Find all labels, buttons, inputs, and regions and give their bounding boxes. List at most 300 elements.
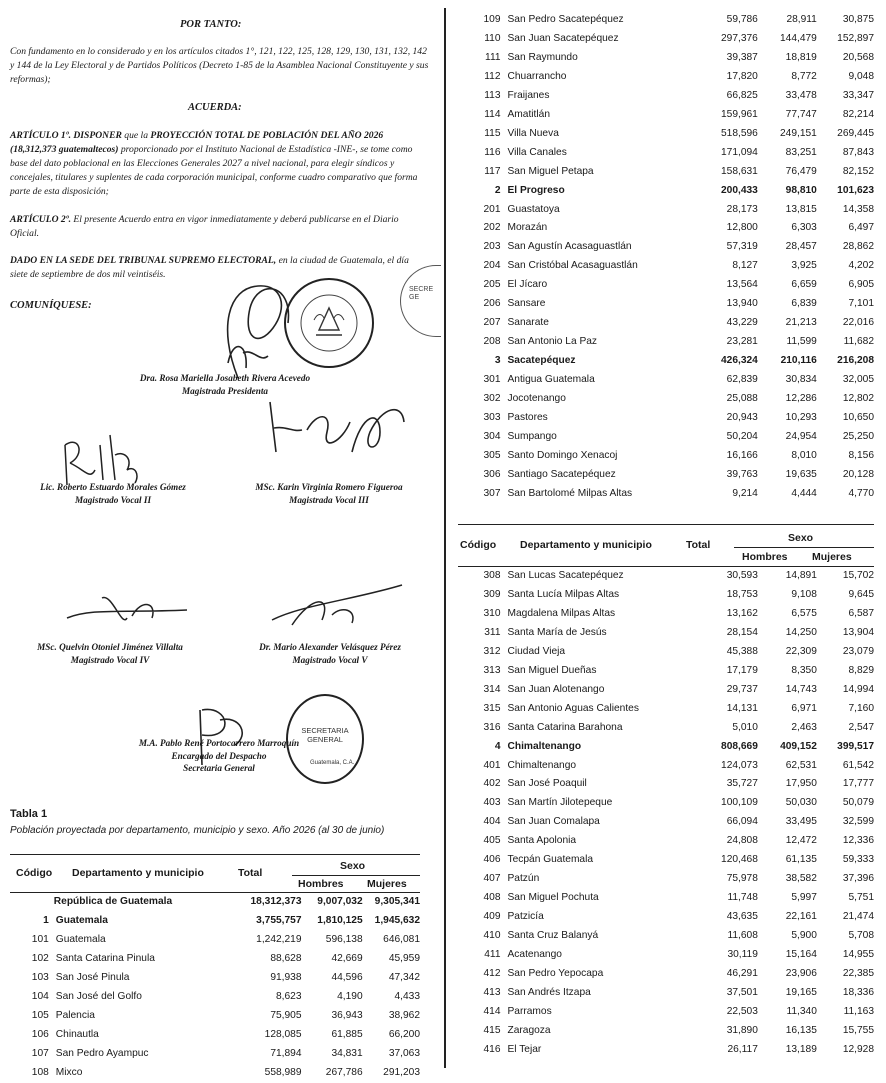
acuerda-heading: ACUERDA: — [188, 102, 242, 113]
cell-name: Villa Canales — [507, 146, 567, 158]
signature-vocal-iii-icon — [262, 392, 412, 472]
cell-code: 3 — [494, 355, 501, 367]
seal-stamp-line-1: SECRETARIA — [301, 726, 349, 735]
cell-hombres: 14,891 — [785, 570, 817, 581]
cell-hombres: 13,189 — [785, 1043, 817, 1055]
cell-mujeres: 30,875 — [842, 14, 874, 25]
cell-mujeres: 32,599 — [842, 816, 874, 828]
cell-name: Santa Apolonia — [507, 835, 577, 847]
cell-hombres: 24,954 — [785, 430, 817, 442]
cell-name: Acatenango — [507, 949, 562, 961]
cell-mujeres: 6,905 — [848, 279, 874, 291]
cell-name: San Pedro Ayampuc — [55, 1047, 149, 1059]
fundamento-paragraph: Con fundamento en lo considerado y en los artículos citados 1°, 121, 122, 125, 128, 129, 130, 131, 132, 142 y 144 de la Ley Electoral y de Partidos Políticos (Decreto 1-85 de la Asamblea Nacional Constituyente y sus reformas); — [10, 46, 429, 85]
table-row — [450, 352, 874, 371]
cell-name: Mixco — [55, 1066, 83, 1078]
cell-name: El Progreso — [507, 184, 565, 196]
cell-name: Villa Nueva — [507, 127, 559, 139]
cell-mujeres: 45,959 — [388, 952, 420, 964]
cell-code: 407 — [483, 873, 501, 885]
table-row — [10, 950, 420, 969]
cell-mujeres: 7,101 — [848, 298, 874, 310]
cell-hombres: 14,743 — [785, 683, 817, 695]
cell-mujeres: 10,650 — [842, 412, 874, 424]
cell-hombres: 11,340 — [786, 1005, 817, 1017]
cell-mujeres: 4,202 — [848, 260, 874, 272]
cell-mujeres: 9,305,341 — [374, 896, 420, 907]
cell-hombres: 62,531 — [785, 759, 817, 771]
cell-name: República de Guatemala — [53, 896, 173, 907]
cell-mujeres: 11,682 — [843, 336, 874, 348]
cell-code: 106 — [31, 1028, 49, 1040]
cell-mujeres: 6,497 — [848, 222, 874, 234]
cell-mujeres: 4,770 — [848, 487, 874, 499]
cell-total: 35,727 — [726, 778, 758, 790]
cell-name: Palencia — [55, 1009, 95, 1021]
cell-mujeres: 82,214 — [842, 108, 874, 120]
signatory-secretario — [128, 737, 310, 775]
cell-hombres: 5,900 — [791, 930, 817, 942]
cell-mujeres: 291,203 — [383, 1066, 420, 1078]
cell-name: San Juan Alotenango — [507, 683, 605, 695]
cell-hombres: 23,906 — [785, 968, 817, 980]
cell-total: 17,820 — [726, 70, 758, 82]
cell-mujeres: 15,702 — [842, 570, 874, 581]
table-row — [450, 163, 874, 182]
cell-total: 37,501 — [726, 986, 758, 998]
cell-mujeres: 28,862 — [842, 241, 874, 253]
cell-mujeres: 646,081 — [383, 933, 420, 945]
table-top-rule — [10, 854, 420, 855]
cell-name: San Bartolomé Milpas Altas — [507, 487, 633, 499]
header-total: Total — [238, 867, 263, 879]
cell-name: San Martín Jilotepeque — [507, 797, 613, 809]
cell-mujeres: 33,347 — [842, 89, 874, 101]
cell-code: 312 — [483, 645, 501, 657]
table-row — [450, 144, 874, 163]
signatory-vocal-ii — [28, 481, 198, 506]
cell-hombres: 1,810,125 — [317, 914, 363, 926]
cell-mujeres: 6,587 — [848, 607, 874, 619]
cell-name: San Antonio La Paz — [507, 336, 598, 348]
table-title: Tabla 1 — [10, 808, 48, 820]
cell-total: 297,376 — [721, 32, 758, 44]
cell-hombres: 8,772 — [791, 70, 817, 82]
table-row — [450, 851, 874, 870]
cell-total: 13,940 — [726, 298, 758, 310]
cell-hombres: 30,834 — [785, 374, 817, 386]
cell-hombres: 596,138 — [325, 933, 363, 945]
cell-mujeres: 4,433 — [394, 990, 420, 1002]
table-row — [450, 605, 874, 624]
cell-name: Amatitlán — [507, 108, 550, 120]
cell-code: 107 — [31, 1047, 49, 1059]
signatory-presidenta-role: Magistrada Presidenta — [181, 385, 268, 396]
cell-name: Santa Cruz Balanyá — [507, 930, 599, 942]
cell-mujeres: 22,385 — [842, 968, 874, 980]
signatory-presidenta-name: Dra. Rosa Mariella Josabeth Rivera Acevedo — [139, 373, 311, 383]
cell-mujeres: 50,079 — [842, 797, 874, 809]
header-codigo: Código — [16, 867, 53, 879]
cell-total: 158,631 — [721, 165, 758, 177]
cell-name: Morazán — [507, 222, 548, 234]
cell-hombres: 5,997 — [791, 892, 817, 904]
cell-total: 29,737 — [726, 683, 758, 695]
articulo-2-paragraph — [10, 213, 430, 241]
page-break-rule — [458, 524, 874, 525]
cell-name: Zaragoza — [507, 1024, 551, 1036]
comuniquese-heading: COMUNÍQUESE: — [10, 300, 92, 311]
table-subtitle: Población proyectada por departamento, municipio y sexo. Año 2026 (al 30 de junio) — [10, 825, 385, 836]
table-row — [450, 257, 874, 276]
cell-hombres: 36,943 — [331, 1009, 363, 1021]
cell-name: Fraijanes — [507, 89, 550, 101]
cell-code: 205 — [483, 279, 501, 291]
cell-total: 9,214 — [732, 487, 758, 499]
cell-name: San Miguel Petapa — [507, 165, 594, 177]
cell-mujeres: 22,016 — [842, 317, 874, 329]
table-row — [450, 371, 874, 390]
cell-code: 404 — [483, 816, 501, 828]
cell-mujeres: 7,160 — [848, 702, 874, 714]
cell-code: 405 — [483, 835, 501, 847]
cell-name: Ciudad Vieja — [507, 645, 566, 657]
cell-total: 200,433 — [721, 184, 758, 196]
table-row — [450, 586, 874, 605]
header-total-2: Total — [686, 539, 711, 551]
table-row — [450, 624, 874, 643]
cell-code: 403 — [483, 797, 501, 809]
table-row — [10, 912, 420, 931]
cell-mujeres: 14,994 — [842, 683, 874, 695]
table-row — [10, 1064, 420, 1083]
cell-hombres: 28,457 — [785, 241, 817, 253]
cell-hombres: 9,108 — [791, 588, 817, 600]
signatory-secretario-role-2: Secretaria General — [183, 763, 255, 773]
cell-hombres: 42,669 — [331, 952, 363, 964]
articulo-2-rest: El presente Acuerdo entra en vigor inmediatamente y deberá publicarse en el Diario Oficial. — [10, 214, 399, 239]
table-row — [450, 984, 874, 1003]
cell-total: 31,890 — [726, 1024, 758, 1036]
cell-hombres: 98,810 — [785, 184, 817, 196]
cell-name: San Miguel Dueñas — [507, 664, 597, 676]
cell-code: 307 — [483, 487, 501, 499]
dado-lead: DADO EN LA SEDE DEL TRIBUNAL SUPREMO ELECTORAL, — [10, 255, 277, 266]
cell-name: San Juan Comalapa — [507, 816, 600, 828]
population-table-left — [10, 893, 420, 1083]
cell-code: 117 — [484, 165, 501, 177]
cell-total: 20,943 — [726, 412, 758, 424]
signatory-vocal-iii-role: Magistrada Vocal III — [289, 494, 369, 505]
table-row — [10, 988, 420, 1007]
cell-mujeres: 9,645 — [848, 588, 874, 600]
cell-code: 206 — [483, 298, 501, 310]
cell-total: 120,468 — [721, 854, 758, 866]
cell-total: 45,388 — [726, 645, 758, 657]
cell-hombres: 14,250 — [785, 626, 817, 638]
table-row — [10, 1026, 420, 1045]
cell-hombres: 4,190 — [337, 990, 363, 1002]
cell-hombres: 15,164 — [785, 949, 817, 961]
cell-code: 413 — [483, 986, 501, 998]
cell-name: San Antonio Aguas Calientes — [507, 702, 639, 714]
cell-name: Patzún — [507, 873, 540, 885]
table-row — [10, 1007, 420, 1026]
cell-mujeres: 59,333 — [842, 854, 874, 866]
cell-total: 91,938 — [270, 971, 302, 983]
cell-code: 109 — [483, 14, 501, 25]
cell-total: 14,131 — [726, 702, 758, 714]
cell-name: Antigua Guatemala — [507, 374, 595, 386]
cell-total: 12,800 — [726, 222, 758, 234]
cell-code: 2 — [494, 184, 501, 196]
cell-hombres: 144,479 — [780, 32, 817, 44]
por-tanto-heading: POR TANTO: — [180, 19, 242, 30]
cell-name: Santa Catarina Barahona — [507, 721, 623, 733]
signatory-vocal-v-name: Dr. Mario Alexander Velásquez Pérez — [259, 642, 401, 652]
cell-hombres: 409,152 — [780, 740, 817, 752]
column-divider — [444, 8, 446, 1068]
cell-total: 66,094 — [726, 816, 758, 828]
cell-name: El Jícaro — [507, 279, 548, 291]
cell-total: 17,179 — [726, 664, 758, 676]
cell-total: 518,596 — [721, 127, 758, 139]
cell-total: 28,154 — [726, 626, 758, 638]
header-codigo-2: Código — [460, 539, 497, 551]
cell-code: 208 — [483, 336, 501, 348]
cell-code: 315 — [483, 702, 501, 714]
cell-mujeres: 14,358 — [842, 203, 874, 215]
cell-mujeres: 20,128 — [842, 468, 874, 480]
cell-mujeres: 11,163 — [843, 1005, 874, 1017]
cell-code: 101 — [31, 933, 49, 945]
cell-total: 88,628 — [270, 952, 302, 964]
cell-hombres: 17,950 — [785, 778, 817, 790]
cell-hombres: 16,135 — [785, 1024, 817, 1036]
table-row — [450, 11, 874, 30]
header-sexo-rule-2 — [734, 547, 874, 548]
cell-total: 28,173 — [726, 203, 758, 215]
cell-hombres: 10,293 — [785, 412, 817, 424]
cell-mujeres: 37,396 — [842, 873, 874, 885]
table-row — [450, 775, 874, 794]
cell-hombres: 76,479 — [785, 165, 817, 177]
cell-total: 1,242,219 — [256, 933, 302, 945]
cell-mujeres: 269,445 — [837, 127, 874, 139]
table-row — [10, 969, 420, 988]
cell-total: 62,839 — [726, 374, 758, 386]
cell-code: 202 — [483, 222, 501, 234]
cell-mujeres: 82,152 — [842, 165, 874, 177]
left-column — [0, 0, 441, 1078]
cell-code: 104 — [31, 990, 49, 1002]
cell-name: Chimaltenango — [507, 740, 582, 752]
table-row — [450, 68, 874, 87]
cell-hombres: 6,575 — [791, 607, 817, 619]
cell-hombres: 50,030 — [785, 797, 817, 809]
seal-stamp-center — [284, 278, 374, 368]
table-row — [450, 428, 874, 447]
cell-hombres: 19,635 — [785, 468, 817, 480]
cell-total: 22,503 — [726, 1005, 758, 1017]
cell-total: 13,162 — [726, 607, 758, 619]
articulo-1-paragraph — [10, 129, 430, 199]
cell-code: 411 — [484, 949, 501, 961]
header-mujeres: Mujeres — [367, 878, 407, 890]
signatory-vocal-iii — [246, 481, 412, 506]
cell-name: Santa María de Jesús — [507, 626, 607, 638]
cell-name: San José Pinula — [55, 971, 130, 983]
cell-name: El Tejar — [507, 1043, 542, 1055]
cell-name: Sumpango — [507, 430, 557, 442]
cell-name: San Andrés Itzapa — [507, 986, 591, 998]
cell-mujeres: 13,904 — [842, 626, 874, 638]
cell-code: 305 — [483, 449, 501, 461]
cell-code: 409 — [483, 911, 501, 923]
table-row — [450, 314, 874, 333]
cell-hombres: 249,151 — [780, 127, 817, 139]
signatory-secretario-role: Encargado del Despacho — [171, 750, 267, 761]
cell-code: 111 — [485, 51, 501, 63]
cell-total: 39,763 — [726, 468, 758, 480]
cell-hombres: 33,495 — [785, 816, 817, 828]
cell-name: San Pedro Sacatepéquez — [507, 14, 624, 25]
table-row — [450, 295, 874, 314]
cell-hombres: 6,839 — [791, 298, 817, 310]
table-row — [450, 832, 874, 851]
seal-stamp-line-2: GENERAL — [307, 735, 343, 744]
cell-hombres: 22,309 — [785, 645, 817, 657]
cell-name: Sacatepéquez — [507, 355, 576, 367]
table-row — [450, 30, 874, 49]
cell-code: 115 — [484, 127, 501, 139]
cell-hombres: 13,815 — [785, 203, 817, 215]
cell-code: 116 — [484, 146, 501, 158]
cell-code: 112 — [484, 70, 501, 82]
cell-name: Tecpán Guatemala — [507, 854, 594, 866]
cell-mujeres: 87,843 — [842, 146, 874, 158]
cell-hombres: 34,831 — [331, 1047, 363, 1059]
cell-name: San Pedro Yepocapa — [507, 968, 604, 980]
cell-hombres: 44,596 — [331, 971, 363, 983]
cell-hombres: 12,472 — [785, 835, 817, 847]
cell-mujeres: 5,751 — [848, 892, 874, 904]
table-row — [450, 681, 874, 700]
table-row — [450, 700, 874, 719]
cell-total: 30,593 — [726, 570, 758, 581]
cell-code: 415 — [483, 1024, 501, 1036]
table-row — [450, 965, 874, 984]
table-row — [450, 409, 874, 428]
table-row — [10, 893, 420, 912]
cell-code: 408 — [483, 892, 501, 904]
cell-hombres: 18,819 — [785, 51, 817, 63]
cell-total: 159,961 — [721, 108, 758, 120]
cell-name: Sansare — [507, 298, 546, 310]
cell-total: 124,073 — [721, 759, 758, 771]
cell-total: 30,119 — [727, 949, 758, 961]
header-sexo-2: Sexo — [788, 532, 814, 544]
cell-mujeres: 17,777 — [842, 778, 874, 790]
cell-mujeres: 101,623 — [837, 184, 874, 196]
cell-hombres: 4,444 — [791, 487, 817, 499]
cell-hombres: 11,599 — [786, 336, 817, 348]
table-row — [450, 757, 874, 776]
cell-mujeres: 25,250 — [842, 430, 874, 442]
cell-total: 100,109 — [721, 797, 758, 809]
cell-mujeres: 8,156 — [848, 449, 874, 461]
cell-total: 71,894 — [270, 1047, 302, 1059]
header-hombres-2: Hombres — [742, 551, 788, 563]
cell-hombres: 38,582 — [785, 873, 817, 885]
cell-hombres: 83,251 — [785, 146, 817, 158]
cell-mujeres: 12,802 — [842, 393, 874, 405]
cell-hombres: 8,350 — [791, 664, 817, 676]
cell-total: 5,010 — [732, 721, 758, 733]
cell-total: 57,319 — [726, 241, 758, 253]
table-row — [450, 908, 874, 927]
cell-mujeres: 15,755 — [842, 1024, 874, 1036]
cell-hombres: 267,786 — [325, 1066, 363, 1078]
cell-hombres: 6,659 — [791, 279, 817, 291]
table-row — [450, 466, 874, 485]
cell-mujeres: 12,336 — [842, 835, 874, 847]
population-table-right-top — [450, 11, 874, 504]
table-row — [450, 719, 874, 738]
cell-total: 3,755,757 — [256, 914, 302, 926]
cell-hombres: 8,010 — [791, 449, 817, 461]
cell-total: 18,312,373 — [250, 896, 302, 907]
cell-total: 16,166 — [726, 449, 758, 461]
table-row — [450, 276, 874, 295]
cell-code: 110 — [484, 32, 501, 44]
dado-rest: en la ciudad de Guatemala, el día siete de septiembre de dos mil veintiséis. — [10, 255, 409, 280]
cell-total: 8,623 — [276, 990, 302, 1002]
cell-total: 39,387 — [726, 51, 758, 63]
cell-name: Magdalena Milpas Altas — [507, 607, 616, 619]
cell-name: Parramos — [507, 1005, 552, 1017]
table-row — [450, 447, 874, 466]
table-row — [450, 49, 874, 68]
signature-vocal-iv-icon — [62, 588, 192, 638]
table-row — [450, 946, 874, 965]
cell-code: 416 — [483, 1043, 501, 1055]
table-row — [450, 1041, 874, 1060]
cell-mujeres: 2,547 — [848, 721, 874, 733]
cell-mujeres: 399,517 — [837, 740, 874, 752]
cell-total: 46,291 — [726, 968, 758, 980]
cell-code: 410 — [483, 930, 501, 942]
cell-name: Santiago Sacatepéquez — [507, 468, 616, 480]
cell-code: 204 — [483, 260, 501, 272]
cell-code: 102 — [31, 952, 49, 964]
cell-total: 43,635 — [726, 911, 758, 923]
signatory-vocal-v-role: Magistrado Vocal V — [292, 654, 368, 665]
cell-code: 301 — [483, 374, 501, 386]
cell-code: 1 — [43, 914, 49, 926]
table-row — [450, 643, 874, 662]
cell-name: Jocotenango — [507, 393, 566, 405]
signatory-vocal-iv-name: MSc. Quelvin Otoniel Jiménez Villalta — [37, 642, 183, 652]
cell-code: 310 — [483, 607, 501, 619]
table-row — [450, 1003, 874, 1022]
cell-name: Chinautla — [55, 1028, 99, 1040]
cell-code: 406 — [483, 854, 501, 866]
cell-total: 8,127 — [732, 260, 758, 272]
cell-code: 313 — [483, 664, 501, 676]
cell-code: 309 — [483, 588, 501, 600]
cell-mujeres: 66,200 — [388, 1028, 420, 1040]
